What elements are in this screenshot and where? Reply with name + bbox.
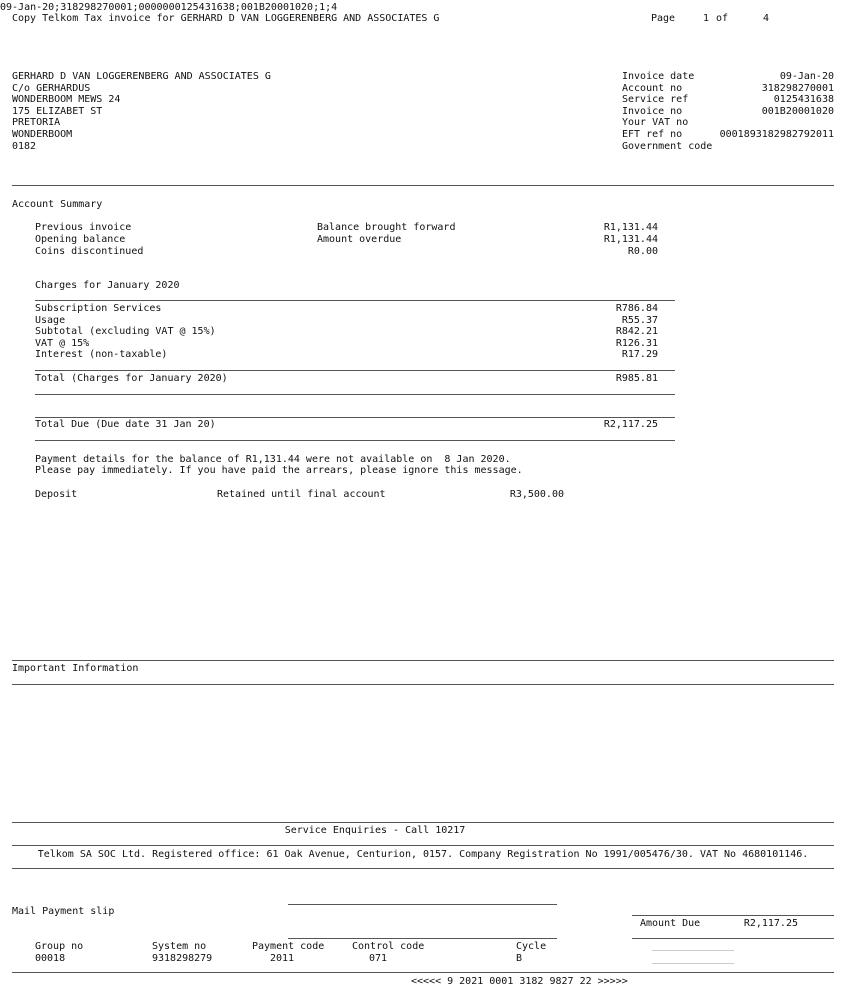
summary-mid-label: Balance brought forward: [317, 222, 456, 233]
summary-label: Opening balance: [35, 234, 126, 245]
page-of-label: of: [716, 13, 729, 24]
deposit-label: Deposit: [35, 489, 78, 500]
charge-amount: R55.37: [621, 315, 658, 326]
payment-notice-line: Please pay immediately. If you have paid the arrears, please ignore this message.: [35, 465, 523, 476]
payment-slip-title: Mail Payment slip: [12, 906, 115, 917]
address-line: 0182: [12, 141, 37, 152]
summary-mid-label: Amount overdue: [317, 234, 402, 245]
account-no-value: 318298270001: [761, 83, 834, 94]
faint-mark: [652, 950, 734, 951]
account-no-label: Account no: [622, 83, 683, 94]
service-enquiries: Service Enquiries - Call 10217: [284, 825, 466, 836]
divider: [35, 300, 675, 301]
eft-ref-label: EFT ref no: [622, 129, 683, 140]
charge-amount: R17.29: [621, 349, 658, 360]
meta-line: 09-Jan-20;318298270001;0000000125431638;001B20001020;1;4: [0, 2, 338, 13]
address-line: 175 ELIZABET ST: [12, 106, 103, 117]
charge-label: Interest (non-taxable): [35, 349, 168, 360]
summary-label: Previous invoice: [35, 222, 132, 233]
page-label: Page: [651, 13, 676, 24]
summary-amount: R1,131.44: [603, 234, 658, 245]
deposit-amount: R3,500.00: [509, 489, 564, 500]
document-title: Copy Telkom Tax invoice for GERHARD D VAN LOGGERENBERG AND ASSOCIATES G: [12, 13, 440, 24]
registered-office: Telkom SA SOC Ltd. Registered office: 61 Oak Avenue, Centurion, 0157. Company Registration No 1991/005476/30. VAT No 4680101146.: [37, 849, 809, 860]
deposit-note: Retained until final account: [217, 489, 386, 500]
charge-label: Subtotal (excluding VAT @ 15%): [35, 326, 216, 337]
charge-amount: R126.31: [615, 338, 658, 349]
divider: [12, 822, 834, 823]
government-code-label: Government code: [622, 141, 713, 152]
charge-amount: R842.21: [615, 326, 658, 337]
divider: [12, 684, 834, 685]
control-code-header: Control code: [352, 941, 425, 952]
charges-title: Charges for January 2020: [35, 280, 180, 291]
total-due-label: Total Due (Due date 31 Jan 20): [35, 419, 216, 430]
divider: [35, 370, 675, 371]
amount-due-value: R2,117.25: [743, 918, 798, 929]
system-no-value: 9318298279: [152, 953, 213, 964]
invoice-no-value: 001B20001020: [761, 106, 834, 117]
charges-total-label: Total (Charges for January 2020): [35, 373, 228, 384]
summary-label: Coins discontinued: [35, 246, 144, 257]
address-line: C/o GERHARDUS: [12, 83, 91, 94]
divider: [35, 417, 675, 418]
page-total: 4: [763, 13, 770, 24]
summary-amount: R0.00: [627, 246, 658, 257]
group-no-header: Group no: [35, 941, 84, 952]
scan-line: <<<<< 9 2021 0001 3182 9827 22 >>>>>: [411, 976, 628, 987]
address-line: GERHARD D VAN LOGGERENBERG AND ASSOCIATES G: [12, 71, 271, 82]
divider: [288, 904, 557, 905]
divider: [12, 185, 834, 186]
account-summary-title: Account Summary: [12, 199, 103, 210]
page-number: 1: [703, 13, 710, 24]
control-code-value: 071: [369, 953, 388, 964]
payment-code-value: 2011: [270, 953, 295, 964]
invoice-date-label: Invoice date: [622, 71, 695, 82]
divider: [632, 938, 834, 939]
address-line: WONDERBOOM: [12, 129, 73, 140]
eft-ref-value: 0001893182982792011: [719, 129, 834, 140]
charges-total-amount: R985.81: [615, 373, 658, 384]
total-due-amount: R2,117.25: [603, 419, 658, 430]
payment-code-header: Payment code: [252, 941, 325, 952]
amount-due-label: Amount Due: [640, 918, 701, 929]
divider: [12, 845, 834, 846]
payment-notice-line: Payment details for the balance of R1,131.44 were not available on 8 Jan 2020.: [35, 454, 511, 465]
group-no-value: 00018: [35, 953, 66, 964]
faint-mark: [652, 963, 734, 964]
vat-no-label: Your VAT no: [622, 117, 689, 128]
address-line: WONDERBOOM MEWS 24: [12, 94, 121, 105]
divider: [35, 394, 675, 395]
charge-label: Usage: [35, 315, 66, 326]
cycle-header: Cycle: [516, 941, 547, 952]
divider: [632, 915, 834, 916]
important-info-title: Important Information: [12, 663, 139, 674]
divider: [12, 868, 834, 869]
system-no-header: System no: [152, 941, 207, 952]
service-ref-label: Service ref: [622, 94, 689, 105]
divider: [288, 938, 557, 939]
charge-label: VAT @ 15%: [35, 338, 90, 349]
service-ref-value: 0125431638: [773, 94, 834, 105]
summary-amount: R1,131.44: [603, 222, 658, 233]
address-line: PRETORIA: [12, 117, 61, 128]
charge-amount: R786.84: [615, 303, 658, 314]
invoice-date-value: 09-Jan-20: [779, 71, 834, 82]
divider: [35, 440, 675, 441]
invoice-no-label: Invoice no: [622, 106, 683, 117]
cycle-value: B: [516, 953, 523, 964]
divider: [12, 972, 834, 973]
divider: [12, 660, 834, 661]
charge-label: Subscription Services: [35, 303, 162, 314]
